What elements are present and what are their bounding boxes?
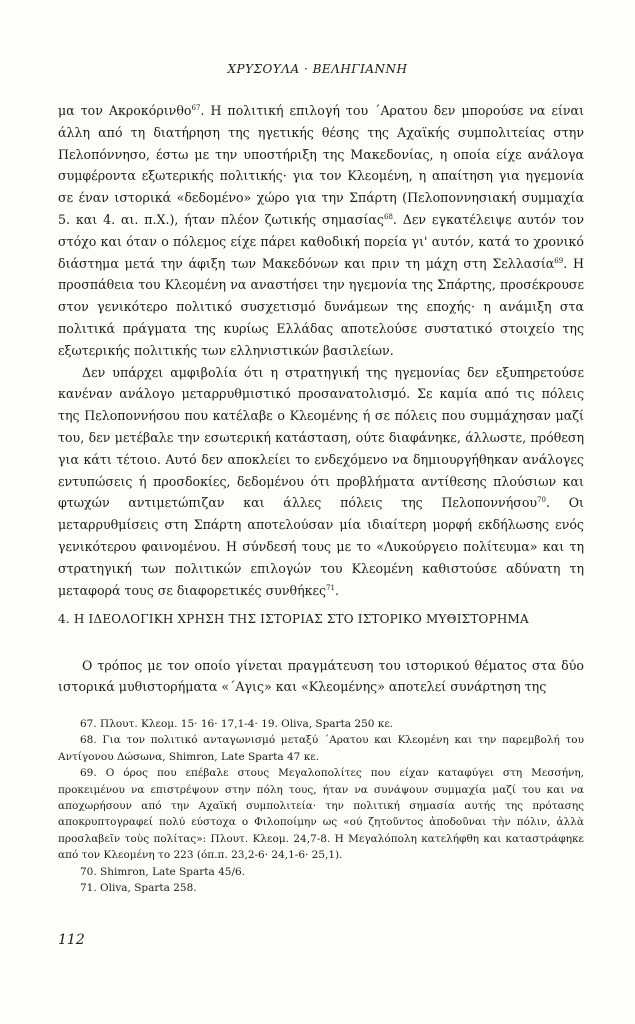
footnote: 71. Oliva, Sparta 258.	[80, 882, 197, 895]
footnote: 67. Πλουτ. Κλεομ. 15· 16· 17,1-4· 19. Oliva, Sparta 250 κε.	[80, 718, 394, 730]
paragraph-1	[58, 100, 584, 362]
footnote: 70. Shimron, Late Sparta 45/6.	[80, 865, 246, 878]
paragraph-text: . Οι μεταρρυθμίσεις στη Σπάρτη αποτελούσαν μία ιδιαίτερη μορφή εκδήλωσης ενός γενικότερου φαινομένου. Η σύνδεσή τους με το «Λυκούργειο πολίτευμα» και τη στρατηγική των πολιτικών επιλογών του Κλεομένη καθιστούσε αδύνατη τη μεταφορά τους σε διαφορετικές συνθήκες	[58, 495, 584, 598]
footnote-ref: 69	[554, 256, 564, 265]
footnote-ref: 68	[384, 212, 393, 221]
footnotes	[58, 716, 584, 896]
page-number: 112	[58, 932, 85, 948]
footnote-ref: 71	[326, 583, 335, 592]
footnote: 69. Ο όρος που επέβαλε στους Μεγαλοπολίτες που είχαν καταφύγει στη Μεσσήνη, προκειμένου να επιστρέψουν στην πόλη τους, ήταν να συνάψουν συμμαχία μαζί του και να αποχωρήσουν από την Αχαϊκή συμπολιτεία· την πολιτική σημασία αυτής της πρότασης αποκρυπτογραφεί πολύ εύστοχα ο Φιλοποίμην ως «ού ζητοῦντος ἀποδοῦναι τὴν πόλιν, ἀλλὰ προσλαβεῖν τοὺς πολίτας»: Πλουτ. Κλεομ. 24,7-8. Η Μεγαλόπολη κατελήφθη και καταστράφηκε από τον Κλεομένη το 223 (όπ.π. 23,2-6· 24,1-6· 25,1).	[58, 767, 584, 862]
paragraph-text: .	[335, 582, 340, 598]
paragraph-text: . Η προσπάθεια του Κλεομένη να αναστήσει την ηγεμονία της Σπάρτης, προσέκρουσε στον γενικότερο πολιτικό συσχετισμό δυνάμεων της εποχής· η ανάμιξη στα πολιτικά πράγματα της κυρίως Ελλάδας αποτελούσε συστατικό στοιχείο της εξωτερικής πολιτικής των ελληνιστικών βασιλείων.	[58, 255, 584, 358]
footnote-ref: 67	[191, 103, 201, 112]
body-text	[58, 100, 584, 601]
paragraph-text: . Δεν εγκατέλειψε αυτόν τον στόχο και όταν ο πόλεμος είχε πάρει καθοδική πορεία γι' αυτόν, κατά το χρονικό διάστημα μετά την άφιξη των Μακεδόνων και πριν τη μάχη στη Σελλασία	[58, 211, 585, 271]
intro-paragraph: Ο τρόπος με τον οποίο γίνεται πραγμάτευση του ιστορικού θέματος στα δύο ιστορικά μυθιστορήματα «΄Αγις» και «Κλεομένης» αποτελεί συνάρτηση της	[58, 657, 584, 695]
running-head: ΧΡΥΣΟΥΛΑ · ΒΕΛΗΓΙΑΝΝΗ	[227, 62, 408, 76]
paragraph-text: Δεν υπάρχει αμφιβολία ότι η στρατηγική της ηγεμονίας δεν εξυπηρετούσε κανέναν ανάλογο μεταρρυθμιστικό προσανατολισμό. Σε καμία από τις πόλεις της Πελοποννήσου που κατέλαβε ο Κλεομένης ή σε πόλεις που συμμάχησαν μαζί του, δεν μετέβαλε την εσωτερική κατάσταση, ούτε διαφάνηκε, άλλωστε, πρόθεση για κάτι τέτοιο. Αυτό δεν αποκλείει το ενδεχόμενο να δημιουργήθηκαν ανάλογες εντυπώσεις ή προσδοκίες, δεδομένου ότι προβλήματα αντίθεσης πλούσιων και φτωχών αντιμετώπιζαν και άλλες πόλεις της Πελοποννήσου	[58, 364, 584, 511]
section-heading: 4. Η ΙΔΕΟΛΟΓΙΚΗ ΧΡΗΣΗ ΤΗΣ ΙΣΤΟΡΙΑΣ ΣΤΟ ΙΣΤΟΡΙΚΟ ΜΥΘΙΣΤΟΡΗΜΑ	[58, 612, 529, 626]
paragraph-text: . Η πολιτική επιλογή του ΄Αρατου δεν μπορούσε να είναι άλλη από τη διατήρηση της ηγετικής θέσης της Αχαϊκής συμπολιτείας στην Πελοπόννησο, έστω με την υποστήριξη της Μακεδονίας, η οποία είχε ανάλογα συμφέροντα εξωτερικής πολιτικής· για τον Κλεομένη, η απαίτηση για ηγεμονία σε έναν ιστορικά «δεδομένο» χώρο για την Σπάρτη (Πελοποννησιακή συμμαχία 5. και 4. αι. π.Χ.), ήταν πλέον ζωτικής σημασίας	[58, 103, 585, 227]
footnote-ref: 70	[537, 496, 546, 505]
paragraph-2	[58, 362, 584, 602]
paragraph-text: μα τον Ακροκόρινθο	[58, 103, 192, 118]
footnote: 68. Για τον πολιτικό ανταγωνισμό μεταξύ ΄Αρατου και Κλεομένη και την παρεμβολή του Αντίγονου Δώσωνα, Shimron, Late Sparta 47 κε.	[58, 734, 584, 763]
